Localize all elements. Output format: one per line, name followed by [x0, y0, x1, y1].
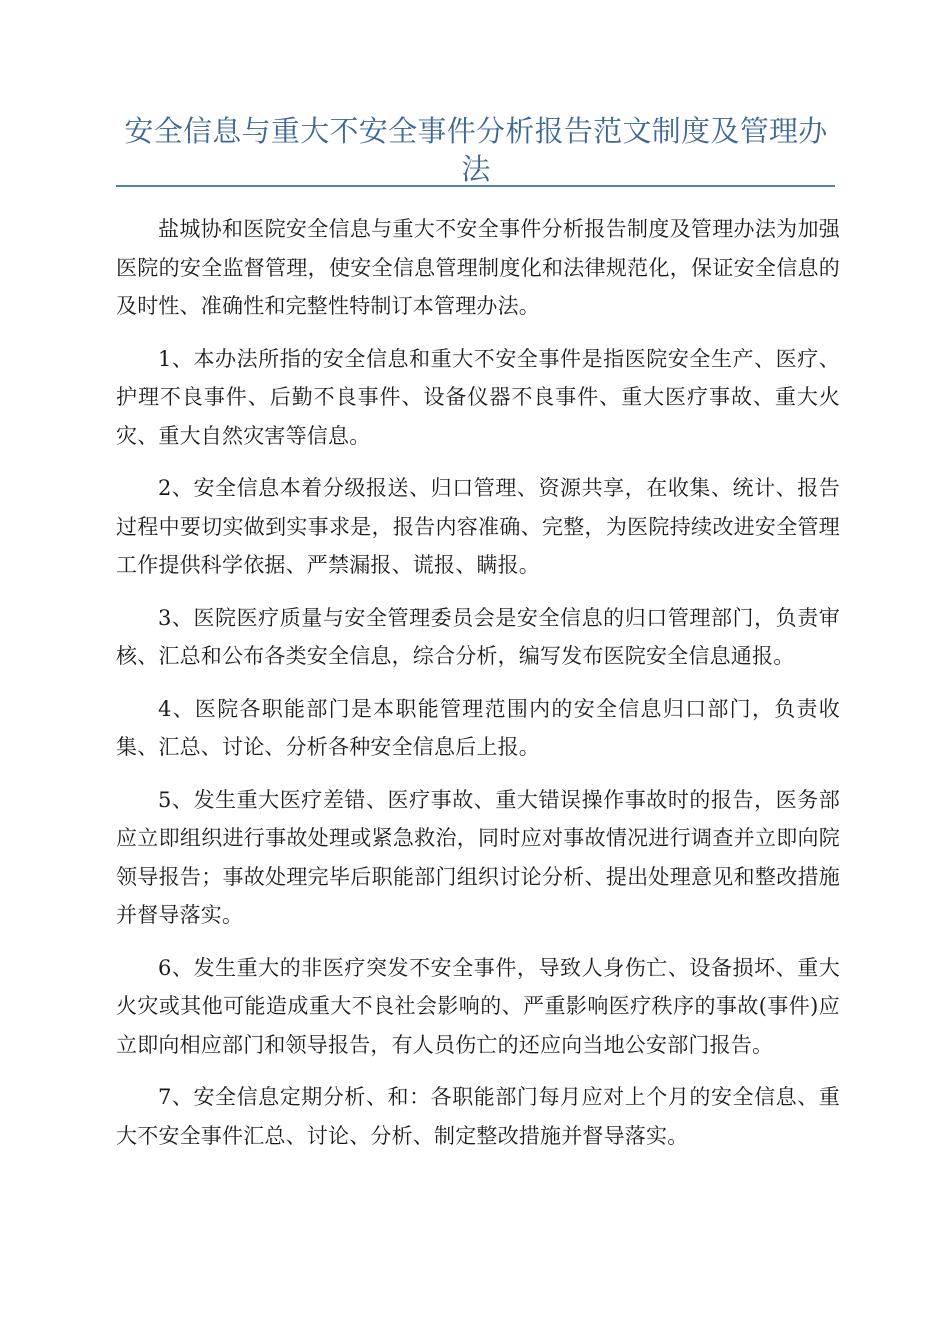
paragraph-7: 7、安全信息定期分析、和：各职能部门每月应对上个月的安全信息、重大不安全事件汇总、讨论、分析、制定整改措施并督导落实。	[116, 1085, 840, 1148]
document-body	[116, 210, 840, 1169]
paragraph-4: 4、医院各职能部门是本职能管理范围内的安全信息归口部门，负责收集、汇总、讨论、分析各种安全信息后上报。	[116, 696, 840, 759]
paragraph-1: 1、本办法所指的安全信息和重大不安全事件是指医院安全生产、医疗、护理不良事件、后勤不良事件、设备仪器不良事件、重大医疗事故、重大火灾、重大自然灾害等信息。	[116, 346, 840, 448]
paragraph-5: 5、发生重大医疗差错、医疗事故、重大错误操作事故时的报告，医务部应立即组织进行事故处理或紧急救治，同时应对事故情况进行调查并立即向院领导报告；事故处理完毕后职能部门组织讨论分析、提出处理意见和整改措施并督导落实。	[116, 787, 840, 927]
paragraph-intro: 盐城协和医院安全信息与重大不安全事件分析报告制度及管理办法为加强医院的安全监督管理，使安全信息管理制度化和法律规范化，保证安全信息的及时性、准确性和完整性特制订本管理办法。	[116, 217, 840, 318]
title-underline	[116, 185, 835, 187]
document-title: 安全信息与重大不安全事件分析报告范文制度及管理办法	[124, 114, 828, 186]
paragraph-2: 2、安全信息本着分级报送、归口管理、资源共享，在收集、统计、报告过程中要切实做到实事求是，报告内容准确、完整，为医院持续改进安全管理工作提供科学依据、严禁漏报、谎报、瞒报。	[116, 476, 840, 577]
paragraph-3: 3、医院医疗质量与安全管理委员会是安全信息的归口管理部门，负责审核、汇总和公布各类安全信息，综合分析，编写发布医院安全信息通报。	[116, 605, 840, 668]
paragraph-6: 6、发生重大的非医疗突发不安全事件，导致人身伤亡、设备损坏、重大火灾或其他可能造成重大不良社会影响的、严重影响医疗秩序的事故(事件)应立即向相应部门和领导报告，有人员伤亡的还应向当地公安部门报告。	[116, 955, 840, 1057]
